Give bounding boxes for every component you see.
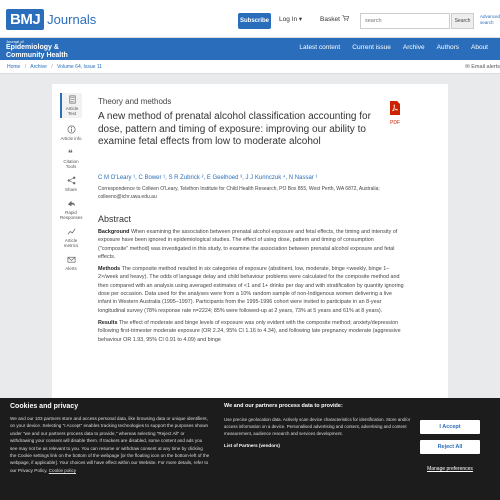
article-metrics-icon (67, 227, 76, 236)
top-bar (0, 0, 500, 38)
cookie-info (10, 403, 210, 474)
rail-citation-tools[interactable] (60, 148, 82, 169)
pdf-icon (389, 101, 401, 115)
rail-label: Alerts (65, 266, 77, 271)
advanced-search-link[interactable]: Advanced search (480, 14, 500, 25)
breadcrumb-home[interactable]: Home (7, 64, 21, 70)
basket-link[interactable] (320, 15, 349, 23)
login-label: Log In (279, 16, 298, 23)
reject-all-button[interactable]: Reject All (420, 440, 480, 454)
rail-label: Citation Tools (63, 159, 79, 169)
background-label: Background (98, 229, 130, 235)
manage-preferences-link[interactable]: Manage preferences (427, 466, 473, 472)
article-text-icon (68, 95, 77, 104)
journal-nav (299, 44, 500, 51)
chevron-down-icon: ▾ (298, 16, 303, 23)
journal-title-line2: Community Health (6, 52, 68, 59)
rail-label: Article Text (65, 106, 79, 116)
svg-text:❝: ❝ (67, 148, 73, 157)
accept-button[interactable]: I Accept (420, 420, 480, 434)
cart-icon (342, 16, 349, 23)
search-button[interactable]: Search (451, 13, 474, 29)
email-alerts-link[interactable] (465, 64, 500, 70)
email-alerts-label: Email alerts (471, 64, 500, 70)
share-icon (67, 176, 76, 185)
vendors-link[interactable]: List of Partners (vendors) (224, 442, 280, 448)
rapid-responses-icon (67, 199, 76, 208)
article-info-icon (67, 125, 76, 134)
abstract-heading: Abstract (98, 214, 132, 224)
cookie-body (10, 415, 210, 474)
rail-rapid-responses[interactable] (60, 199, 82, 220)
background-text: When examining the association between prenatal alcohol exposure and fetal effects, the timing and intensity of exposure have been ignored in epidemiological studies. The effect of using dose, pattern and timing of consumption ("composite" method) was investigated in this study, to examine the association between prenatal alcohol exposure and fetal effects. (98, 229, 398, 260)
rail-article-text[interactable] (60, 93, 82, 118)
nav-current-issue[interactable]: Current issue (352, 44, 391, 51)
rail-share[interactable] (60, 176, 82, 192)
cookie-purposes (224, 403, 414, 453)
cookie-purposes-title: We and our partners process data to provide: (224, 403, 343, 409)
breadcrumb-separator: / (51, 64, 53, 70)
methods-text: The composite method resulted in six categories of exposure (abstinent, low, moderate, binge <weekly, binge 1–2×/week and heavy). The odds of language delay and child behaviour problems were calculated for the composite method and then compared with an analysis using averaged estimates of <1 and 1+ drinks per day and with stratification by quantity ignoring dose per occasion. Data used for the analyses were from a 10% random sample of non-Indigenous women delivering a live infant in Western Australia (1995–1997). Participants from the 1995-1996 cohort were invited to participate in an 8-year longitudinal survey (78% response rate n=2224; 85% were followed-up at 2 years, 73% at 5 years and 61% at 8 years). (98, 266, 404, 314)
methods-label: Methods (98, 266, 121, 273)
article-title: A new method of prenatal alcohol classification accounting for dose, pattern and timing of exposure: improving our ability to examine fetal effects from low to moderate alcohol (98, 111, 371, 147)
journal-title-line1: Epidemiology & (6, 44, 59, 51)
nav-latest-content[interactable]: Latest content (299, 44, 341, 51)
citation-tools-icon (67, 148, 76, 157)
pdf-download-link[interactable] (388, 101, 402, 126)
rail-label: Rapid Responses (60, 210, 83, 220)
abstract-methods (98, 265, 404, 315)
cookie-title: Cookies and privacy (10, 403, 79, 410)
pdf-label: PDF (390, 120, 400, 126)
article-tools-rail (60, 93, 82, 278)
journals-label: Journals (47, 11, 97, 27)
breadcrumb (0, 60, 500, 74)
basket-label: Basket (320, 16, 340, 23)
cookie-purposes-body: Use precise geolocation data. Actively scan device characteristics for identification. Store and/or access information on a device. Personalised advertising and content, advertising and content measurement, audience research and services development. (224, 417, 411, 437)
rail-article-metrics[interactable] (60, 227, 82, 248)
rail-label: Article info (60, 136, 82, 141)
abstract-results (98, 319, 404, 344)
journal-title-prefix: Journal of (6, 39, 24, 44)
journal-header (0, 38, 500, 60)
article-section: Theory and methods (98, 97, 172, 106)
breadcrumb-separator: / (24, 64, 27, 70)
rail-article-info[interactable] (60, 125, 82, 141)
abstract-body (98, 228, 404, 348)
article-authors[interactable]: C M O'Leary ¹, C Bower ¹, S R Zubrick ², E Geelhoed ³, J J Kurinczuk ⁴, N Nassar ¹ (98, 175, 318, 181)
rail-label: Article metrics (63, 238, 79, 248)
abstract-background (98, 228, 404, 261)
breadcrumb-issue[interactable]: Volume 64, Issue 11 (57, 64, 103, 70)
results-label: Results (98, 319, 118, 326)
breadcrumb-archive[interactable]: Archive (30, 64, 47, 70)
cookie-policy-link[interactable]: Cookie policy (48, 467, 77, 473)
envelope-icon: ✉ (465, 64, 470, 70)
journal-title[interactable] (6, 39, 68, 60)
bmj-logo-text: BMJ (6, 9, 44, 30)
bmj-journals-logo[interactable] (6, 7, 96, 31)
results-text: The effect of moderate and binge levels of exposure was only evident with the composite method; anxiety/depression following first-trimester moderate exposure (OR 2.24, 95% CI 1.16 to 4.34), and following late pregnancy moderate (aggressive behaviour OR 1.93, 95% CI 0.91 to 4.09) and binge (98, 319, 401, 343)
nav-authors[interactable]: Authors (436, 44, 459, 51)
rail-alerts[interactable] (60, 255, 82, 271)
cookie-body-text: We and our 103 partners store and access personal data, like browsing data or unique identifiers, on your device. Selecting "I Accept" enables tracking technologies to support the purposes shown under "we and our partners process data to provide," whereas selecting "Reject All" or withdrawing your consent will disable them. If trackers are disabled, some content and ads you see may not be as relevant to you. You can resume or withdraw consent at any time by clicking the Cookie settings link on the bottom of the webpage [or the floating icon on the bottom-left of the webpage, if applicable]. Your choices will have effect within our Website. For more details, refer to our Privacy Policy. (10, 416, 210, 473)
nav-about[interactable]: About (471, 44, 488, 51)
search-input[interactable] (360, 13, 450, 29)
rail-label: Share (64, 187, 77, 192)
subscribe-button[interactable]: Subscribe (238, 13, 271, 29)
nav-archive[interactable]: Archive (402, 44, 425, 51)
cookie-banner (0, 398, 500, 500)
correspondence: Correspondence to Colleen O'Leary, Telethon Institute for Child Health Research, PO Box 855, West Perth, WA 6872, Australia; colleeno@ichr.uwa.edu.au (98, 186, 380, 200)
alerts-icon (67, 255, 76, 264)
login-link[interactable] (279, 15, 302, 23)
